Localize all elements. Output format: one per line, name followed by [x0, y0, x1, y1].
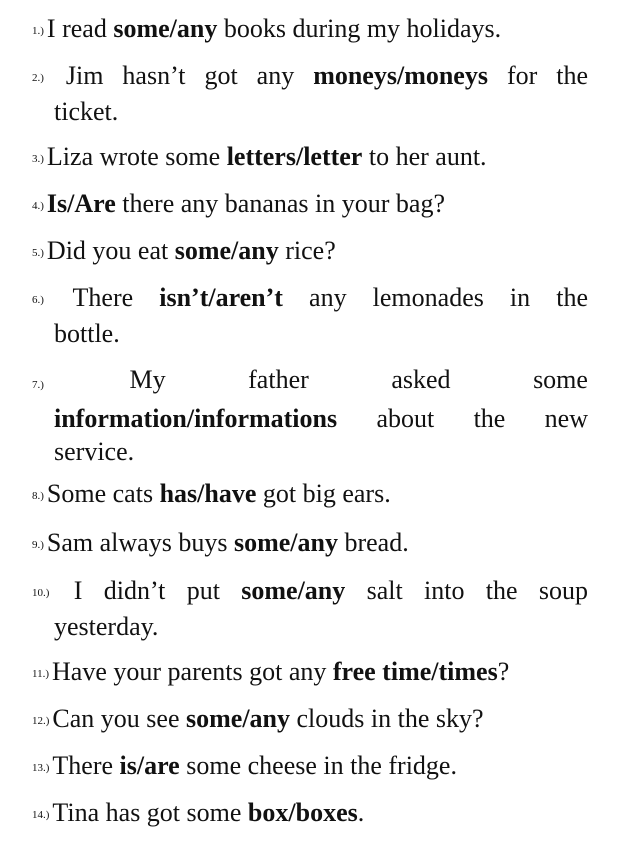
- item-number: 13.): [32, 761, 50, 774]
- exercise-item-7: [32, 363, 588, 468]
- item-number: 5.): [32, 246, 44, 259]
- item-text: got big ears.: [256, 479, 391, 508]
- item-number: 11.): [32, 667, 50, 680]
- item-text: clouds in the sky?: [290, 704, 484, 733]
- answer-choice: some/any: [241, 576, 346, 605]
- item-continuation: yesterday.: [54, 611, 159, 641]
- answer-choice: some/any: [186, 704, 291, 733]
- exercise-item-12: [32, 702, 588, 738]
- item-text: There: [46, 283, 160, 312]
- item-text: about the new: [337, 404, 588, 433]
- answer-choice: some/any: [113, 14, 218, 43]
- item-text: There: [52, 751, 120, 780]
- item-number: 12.): [32, 714, 50, 727]
- answer-choice: information/informations: [54, 404, 338, 433]
- item-number: 7.): [32, 379, 44, 391]
- item-number: 6.): [32, 293, 44, 306]
- item-number: 4.): [32, 199, 44, 212]
- answer-choice: is/are: [119, 751, 180, 780]
- item-text: Have your parents got any: [52, 657, 333, 686]
- exercise-item-9: [32, 526, 588, 562]
- exercise-item-8: [32, 477, 588, 513]
- item-line: [32, 363, 588, 402]
- exercise-item-6: [32, 281, 588, 350]
- exercise-item-14: [32, 796, 588, 832]
- item-word: father: [248, 365, 309, 394]
- exercise-item-3: [32, 140, 588, 176]
- item-number: 8.): [32, 489, 44, 502]
- item-text: ?: [497, 657, 510, 686]
- item-number: 3.): [32, 152, 44, 165]
- item-text: I read: [46, 14, 114, 43]
- exercise-item-11: [32, 655, 588, 691]
- item-text: Jim hasn’t got any: [46, 61, 314, 90]
- item-number: 10.): [32, 586, 50, 599]
- answer-choice: letters/letter: [226, 142, 363, 171]
- exercise-item-2: [32, 59, 588, 128]
- answer-choice: some/any: [233, 528, 338, 557]
- item-text: Sam always buys: [46, 528, 234, 557]
- item-line: [32, 59, 588, 95]
- item-number: 9.): [32, 538, 44, 551]
- item-text: Liza wrote some: [46, 142, 227, 171]
- item-text: Some cats: [46, 479, 160, 508]
- item-text: for the: [487, 61, 588, 90]
- item-number: 14.): [32, 808, 50, 821]
- item-word: My: [129, 365, 166, 394]
- item-text: any lemonades in the: [282, 283, 588, 312]
- answer-choice: some/any: [174, 236, 279, 265]
- exercise-item-5: [32, 234, 588, 270]
- item-text: bread.: [337, 528, 409, 557]
- item-line: [32, 281, 588, 317]
- item-text: rice?: [278, 236, 336, 265]
- item-text: Tina has got some: [52, 798, 248, 827]
- item-continuation: ticket.: [54, 96, 119, 126]
- answer-choice: moneys/moneys: [313, 61, 488, 90]
- item-text: .: [357, 798, 365, 827]
- item-line: [32, 402, 588, 435]
- answer-choice: free time/times: [332, 657, 498, 686]
- item-text: Can you see: [52, 704, 187, 733]
- item-number: 1.): [32, 24, 44, 37]
- item-text: salt into the soup: [345, 576, 588, 605]
- answer-choice: isn’t/aren’t: [159, 283, 283, 312]
- item-line: [32, 574, 588, 610]
- answer-choice: box/boxes: [247, 798, 358, 827]
- item-word: some: [533, 365, 588, 394]
- item-continuation: service.: [54, 437, 135, 466]
- answer-choice: Is/Are: [46, 189, 116, 218]
- item-text: there any bananas in your bag?: [115, 189, 445, 218]
- item-text: to her aunt.: [362, 142, 487, 171]
- item-word: asked: [391, 365, 451, 394]
- item-continuation: bottle.: [54, 318, 120, 348]
- exercise-item-13: [32, 749, 588, 785]
- exercise-item-10: [32, 574, 588, 643]
- item-text: books during my holidays.: [217, 14, 502, 43]
- exercise-item-1: [32, 12, 588, 48]
- item-number: 2.): [32, 71, 44, 84]
- answer-choice: has/have: [159, 479, 257, 508]
- item-text: I didn’t put: [52, 576, 242, 605]
- item-text: Did you eat: [46, 236, 175, 265]
- item-text: some cheese in the fridge.: [179, 751, 457, 780]
- exercise-item-4: [32, 187, 588, 223]
